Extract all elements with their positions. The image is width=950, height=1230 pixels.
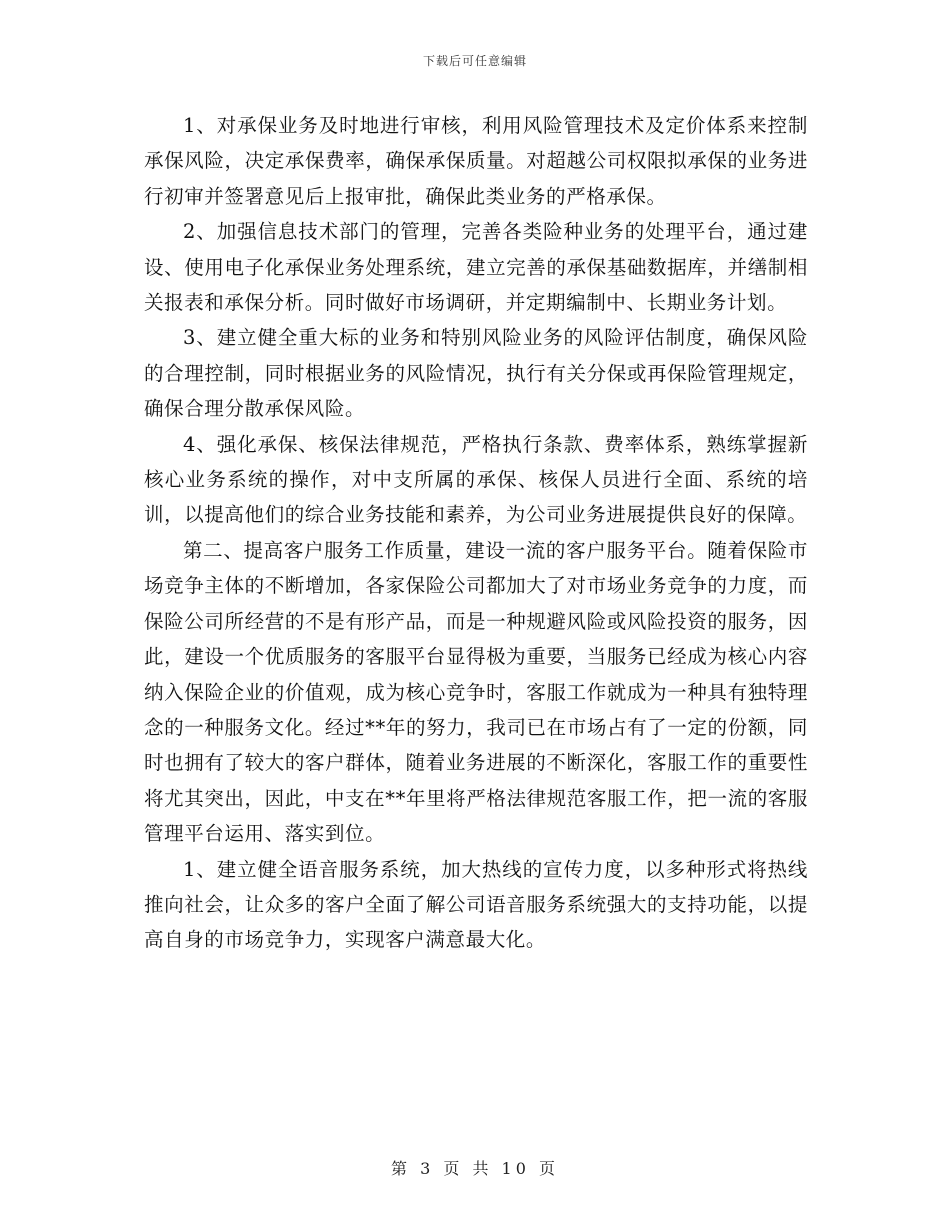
paragraph-it-management: 2、加强信息技术部门的管理，完善各类险种业务的处理平台，通过建设、使用电子化承保业务处理系统，建立完善的承保基础数据库，并缮制相关报表和承保分析。同时做好市场调研，并定期编制中、长期业务计划。 [144, 220, 808, 315]
paragraph-customer-service: 第二、提高客户服务工作质量，建设一流的客户服务平台。随着保险市场竞争主体的不断增加，各家保险公司都加大了对市场业务竞争的力度，而保险公司所经营的不是有形产品，而是一种规避风险或风险投资的服务，因此，建设一个优质服务的客服平台显得极为重要，当服务已经成为核心内容纳入保险企业的价值观，成为核心竞争时，客服工作就成为一种具有独特理念的一种服务文化。经过**年的努力，我司已在市场占有了一定的份额，同时也拥有了较大的客户群体，随着业务进展的不断深化，客服工作的重要性将尤其突出，因此，中支在**年里将严格法律规范客服工作，把一流的客服管理平台运用、落实到位。 [144, 538, 808, 846]
page-header: 下载后可任意编辑 [422, 54, 527, 68]
paragraph-underwriting-review: 1、对承保业务及时地进行审核，利用风险管理技术及定价体系来控制承保风险，决定承保费率，确保承保质量。对超越公司权限拟承保的业务进行初审并签署意见后上报审批，确保此类业务的严格承保。 [144, 114, 808, 208]
paragraph-underwriting-regulation: 4、强化承保、核保法律规范，严格执行条款、费率体系，熟练掌握新核心业务系统的操作，对中支所属的承保、核保人员进行全面、系统的培训，以提高他们的综合业务技能和素养，为公司业务进展提供良好的保障。 [144, 432, 808, 527]
paragraph-risk-assessment: 3、建立健全重大标的业务和特别风险业务的风险评估制度，确保风险的合理控制，同时根据业务的风险情况，执行有关分保或再保险管理规定，确保合理分散承保风险。 [144, 326, 808, 421]
page-number: 第 3 页 共 10 页 [391, 1159, 559, 1178]
paragraph-voice-service: 1、建立健全语音服务系统，加大热线的宣传力度，以多种形式将热线推向社会，让众多的客户全面了解公司语音服务系统强大的支持功能，以提高自身的市场竞争力，实现客户满意最大化。 [144, 857, 808, 952]
document-body [144, 108, 808, 958]
